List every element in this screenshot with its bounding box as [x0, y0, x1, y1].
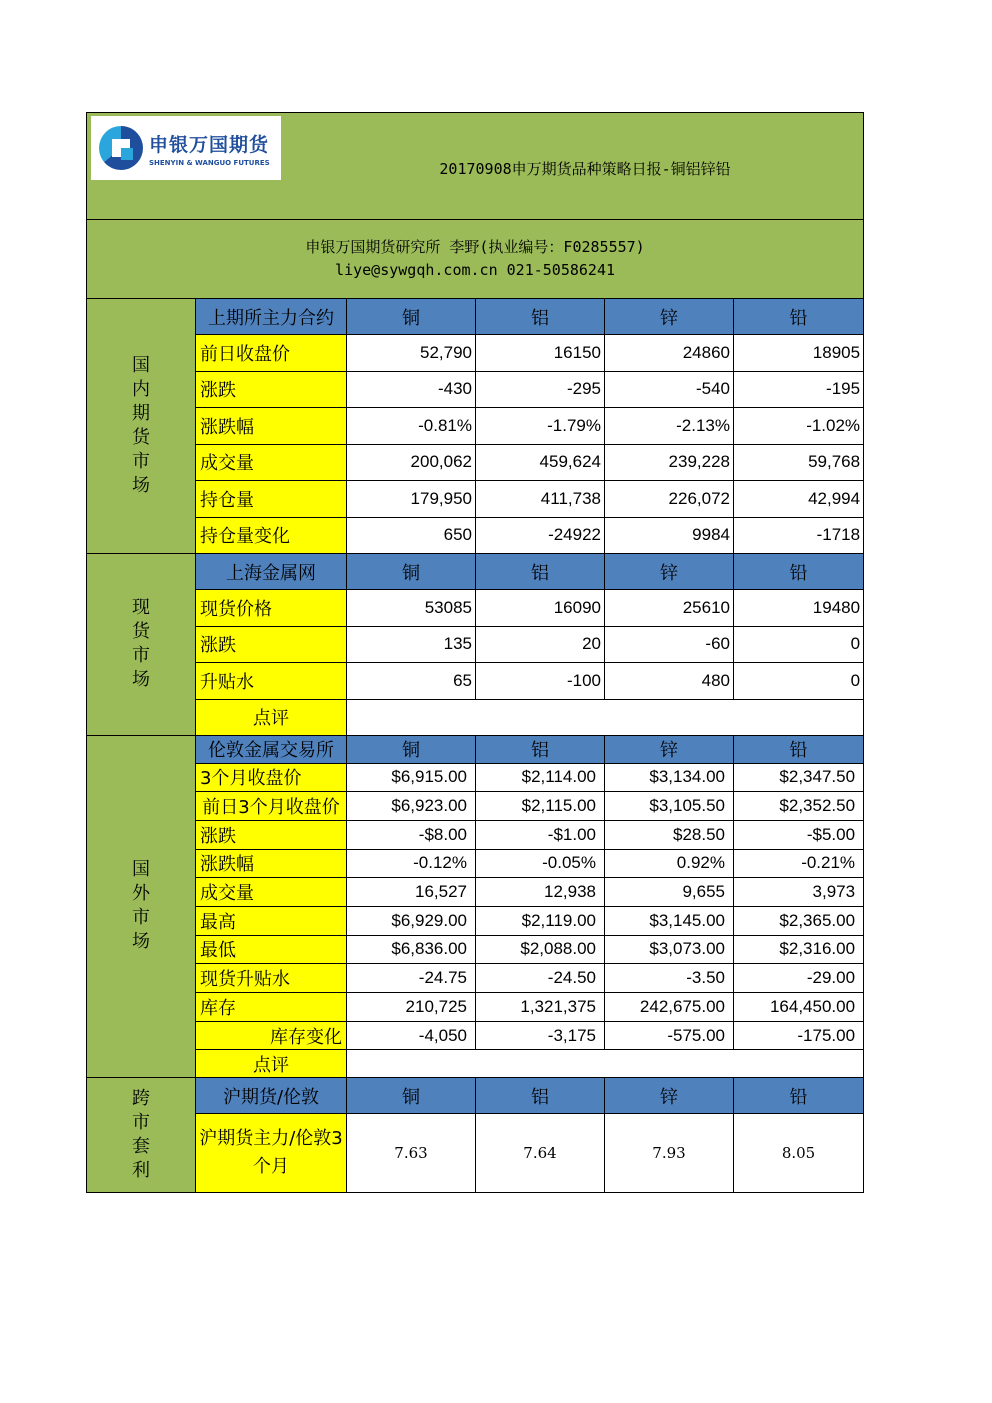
table-row: [87, 849, 864, 878]
section-label-char: 现: [132, 597, 150, 619]
row-label: 持仓量变化: [196, 517, 347, 554]
value-cell: 210,725: [347, 993, 476, 1022]
value-cell: $2,088.00: [476, 935, 605, 964]
section-header-label: 沪期货/伦敦: [196, 1078, 347, 1114]
section-label-char: 市: [132, 1112, 150, 1134]
table-row: [87, 1021, 864, 1050]
row-label: 现货升贴水: [196, 964, 347, 993]
value-cell: 53085: [347, 590, 476, 627]
value-cell: 200,062: [347, 444, 476, 481]
logo-name-en: SHENYIN & WANGUO FUTURES: [149, 158, 270, 167]
row-label: 库存变化: [196, 1021, 347, 1050]
value-cell: $2,347.50: [734, 763, 864, 792]
value-cell: -100: [476, 663, 605, 700]
value-cell: 164,450.00: [734, 993, 864, 1022]
section-label-char: 套: [132, 1136, 150, 1158]
value-cell: -0.81%: [347, 408, 476, 445]
metal-column-header: 锌: [605, 554, 734, 590]
table-row: [87, 335, 864, 372]
value-cell: $2,114.00: [476, 763, 605, 792]
arbitrage-section-label: [87, 1078, 196, 1193]
section-header-row: [87, 299, 864, 335]
value-cell: 25610: [605, 590, 734, 627]
row-label: 涨跌幅: [196, 408, 347, 445]
value-cell: -2.13%: [605, 408, 734, 445]
row-label: 成交量: [196, 878, 347, 907]
value-cell: $2,119.00: [476, 906, 605, 935]
value-cell: $6,915.00: [347, 763, 476, 792]
comment-row: [87, 1050, 864, 1078]
logo-name-cn: 申银万国期货: [149, 133, 270, 156]
value-cell: -430: [347, 371, 476, 408]
value-cell: -195: [734, 371, 864, 408]
comment-cell: [347, 1050, 864, 1078]
value-cell: 1,321,375: [476, 993, 605, 1022]
value-cell: 18905: [734, 335, 864, 372]
row-label: 涨跌幅: [196, 849, 347, 878]
metal-column-header: 铜: [347, 299, 476, 335]
value-cell: 24860: [605, 335, 734, 372]
value-cell: 52,790: [347, 335, 476, 372]
value-cell: $6,929.00: [347, 906, 476, 935]
value-cell: $2,352.50: [734, 792, 864, 821]
value-cell: 179,950: [347, 481, 476, 518]
value-cell: -$1.00: [476, 820, 605, 849]
value-cell: 42,994: [734, 481, 864, 518]
table-row: [87, 663, 864, 700]
value-cell: 459,624: [476, 444, 605, 481]
value-cell: 16090: [476, 590, 605, 627]
value-cell: 239,228: [605, 444, 734, 481]
value-cell: 0: [734, 626, 864, 663]
value-cell: -3.50: [605, 964, 734, 993]
row-label: 前日收盘价: [196, 335, 347, 372]
section-label-char: 利: [132, 1160, 150, 1182]
table-row: [87, 993, 864, 1022]
comment-label: 点评: [196, 699, 347, 735]
value-cell: -$8.00: [347, 820, 476, 849]
value-cell: -175.00: [734, 1021, 864, 1050]
section-label-char: 市: [132, 451, 150, 472]
section-label-char: 期: [132, 403, 150, 424]
arbitrage-ratio-cell: 7.64: [476, 1114, 605, 1193]
value-cell: 0.92%: [605, 849, 734, 878]
section-label-char: 市: [132, 645, 150, 667]
value-cell: $2,365.00: [734, 906, 864, 935]
section-label-char: 内: [132, 379, 150, 400]
metal-column-header: 铜: [347, 1078, 476, 1114]
row-label: 最低: [196, 935, 347, 964]
row-label: 升贴水: [196, 663, 347, 700]
arbitrage-ratio-cell: 7.93: [605, 1114, 734, 1193]
section-label-char: 外: [132, 883, 150, 905]
section-label-char: 国: [132, 859, 150, 881]
value-cell: $3,134.00: [605, 763, 734, 792]
value-cell: $2,115.00: [476, 792, 605, 821]
spot-market-section: [87, 554, 864, 736]
value-cell: -$5.00: [734, 820, 864, 849]
author-contact: liye@sywgqh.com.cn 021-50586241: [335, 261, 616, 279]
table-row: [87, 408, 864, 445]
metal-column-header: 锌: [605, 735, 734, 763]
row-label: 成交量: [196, 444, 347, 481]
section-label-char: 货: [132, 621, 150, 643]
value-cell: -1.02%: [734, 408, 864, 445]
report-title: 20170908申万期货品种策略日报-铜铝锌铅: [439, 160, 731, 178]
row-label: 库存: [196, 993, 347, 1022]
value-cell: -4,050: [347, 1021, 476, 1050]
metal-column-header: 铅: [734, 299, 864, 335]
value-cell: 480: [605, 663, 734, 700]
value-cell: -0.21%: [734, 849, 864, 878]
arbitrage-ratio-cell: 7.63: [347, 1114, 476, 1193]
value-cell: -295: [476, 371, 605, 408]
section-header-label: 上海金属网: [196, 554, 347, 590]
metal-column-header: 锌: [605, 299, 734, 335]
table-row: [87, 590, 864, 627]
comment-label: 点评: [196, 1050, 347, 1078]
table-row: [87, 371, 864, 408]
value-cell: 65: [347, 663, 476, 700]
value-cell: -575.00: [605, 1021, 734, 1050]
metal-column-header: 铅: [734, 735, 864, 763]
value-cell: $3,105.50: [605, 792, 734, 821]
value-cell: -1.79%: [476, 408, 605, 445]
table-row: [87, 792, 864, 821]
metal-column-header: 铝: [476, 299, 605, 335]
spot-section-label: [87, 554, 196, 736]
section-label-char: 货: [132, 427, 150, 448]
value-cell: -3,175: [476, 1021, 605, 1050]
value-cell: $3,145.00: [605, 906, 734, 935]
foreign-market-section: [87, 735, 864, 1078]
section-label-char: 跨: [132, 1088, 150, 1110]
value-cell: 19480: [734, 590, 864, 627]
row-label: 最高: [196, 906, 347, 935]
table-row: [87, 906, 864, 935]
value-cell: -24.75: [347, 964, 476, 993]
value-cell: 226,072: [605, 481, 734, 518]
row-label: 涨跌: [196, 626, 347, 663]
value-cell: -24922: [476, 517, 605, 554]
section-header-label: 伦敦金属交易所: [196, 735, 347, 763]
section-label-char: 国: [132, 355, 150, 376]
row-label: 前日3个月收盘价: [196, 792, 347, 821]
row-label: 涨跌: [196, 820, 347, 849]
section-header-row: [87, 554, 864, 590]
metal-column-header: 铜: [347, 735, 476, 763]
institute-info: [87, 220, 864, 299]
report-table: [86, 112, 864, 1193]
table-row: [87, 481, 864, 518]
value-cell: 16150: [476, 335, 605, 372]
value-cell: -1718: [734, 517, 864, 554]
table-row: [87, 626, 864, 663]
value-cell: -0.05%: [476, 849, 605, 878]
value-cell: 20: [476, 626, 605, 663]
institute-author: 申银万国期货研究所 李野(执业编号：F0285557): [305, 238, 645, 256]
table-row: [87, 964, 864, 993]
value-cell: 3,973: [734, 878, 864, 907]
value-cell: 242,675.00: [605, 993, 734, 1022]
metal-column-header: 铅: [734, 1078, 864, 1114]
row-label: 3个月收盘价: [196, 763, 347, 792]
metal-column-header: 铝: [476, 735, 605, 763]
value-cell: $28.50: [605, 820, 734, 849]
value-cell: -540: [605, 371, 734, 408]
value-cell: 12,938: [476, 878, 605, 907]
row-label: 持仓量: [196, 481, 347, 518]
table-row: [87, 517, 864, 554]
value-cell: 0: [734, 663, 864, 700]
metal-column-header: 铝: [476, 1078, 605, 1114]
table-row: [87, 820, 864, 849]
section-label-char: 场: [132, 475, 150, 496]
domestic-futures-section: [87, 299, 864, 554]
value-cell: 59,768: [734, 444, 864, 481]
row-label: 现货价格: [196, 590, 347, 627]
value-cell: 650: [347, 517, 476, 554]
metal-column-header: 铅: [734, 554, 864, 590]
table-row: [87, 935, 864, 964]
section-header-row: [87, 1078, 864, 1114]
foreign-section-label: [87, 735, 196, 1078]
table-row: [87, 444, 864, 481]
value-cell: -29.00: [734, 964, 864, 993]
report-title-cell: [87, 113, 864, 220]
table-row: [87, 763, 864, 792]
row-label: 涨跌: [196, 371, 347, 408]
arbitrage-ratio-cell: 8.05: [734, 1114, 864, 1193]
value-cell: 135: [347, 626, 476, 663]
strategy-report-sheet: [86, 112, 863, 1193]
arbitrage-ratio-row: [87, 1114, 864, 1193]
section-label-char: 市: [132, 907, 150, 929]
section-label-char: 场: [132, 669, 150, 691]
section-header-label: 上期所主力合约: [196, 299, 347, 335]
comment-row: [87, 699, 864, 735]
domestic-section-label: [87, 299, 196, 554]
value-cell: 16,527: [347, 878, 476, 907]
value-cell: 9,655: [605, 878, 734, 907]
comment-cell: [347, 699, 864, 735]
metal-column-header: 铜: [347, 554, 476, 590]
value-cell: -60: [605, 626, 734, 663]
value-cell: $3,073.00: [605, 935, 734, 964]
value-cell: -0.12%: [347, 849, 476, 878]
metal-column-header: 铝: [476, 554, 605, 590]
section-header-row: [87, 735, 864, 763]
arbitrage-row-label: 沪期货主力/伦敦3个月: [196, 1114, 347, 1193]
table-row: [87, 878, 864, 907]
metal-column-header: 锌: [605, 1078, 734, 1114]
value-cell: -24.50: [476, 964, 605, 993]
section-label-char: 场: [132, 931, 150, 953]
value-cell: 411,738: [476, 481, 605, 518]
value-cell: 9984: [605, 517, 734, 554]
value-cell: $6,923.00: [347, 792, 476, 821]
value-cell: $2,316.00: [734, 935, 864, 964]
cross-market-arbitrage-section: [87, 1078, 864, 1193]
value-cell: $6,836.00: [347, 935, 476, 964]
